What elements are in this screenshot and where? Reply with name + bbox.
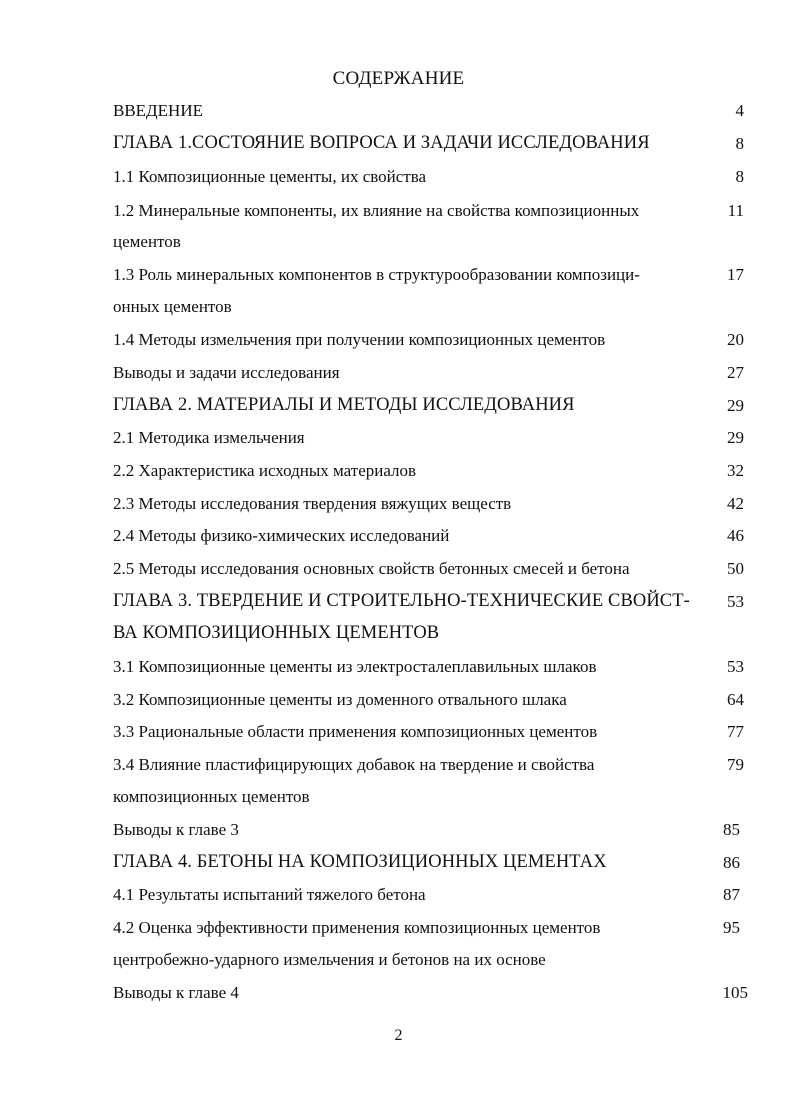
toc-entry-text: 2.4 Методы физико-химических исследований xyxy=(113,526,450,545)
toc-entry-text-continued: центробежно-ударного измельчения и бетонов на их основе xyxy=(113,950,546,969)
toc-entry-text: Выводы к главе 3 xyxy=(113,820,239,839)
toc-entry-text: 3.1 Композиционные цементы из электросталеплавильных шлаков xyxy=(113,657,597,676)
toc-entry-page: 105 xyxy=(722,983,748,1002)
toc-entry-text: 3.3 Рациональные области применения композиционных цементов xyxy=(113,722,598,741)
page-title: СОДЕРЖАНИЕ xyxy=(332,68,465,89)
toc-entry-page: 17 xyxy=(727,265,744,284)
toc-entry-text-continued: онных цементов xyxy=(113,297,232,316)
toc-entry-page: 20 xyxy=(727,330,744,349)
toc-entry-page: 77 xyxy=(727,722,744,741)
toc-entry-text: Выводы к главе 4 xyxy=(113,983,239,1002)
toc-chapter-text: ГЛАВА 3. ТВЕРДЕНИЕ И СТРОИТЕЛЬНО-ТЕХНИЧЕСКИЕ СВОЙСТ- xyxy=(113,591,690,611)
toc-chapter-text-continued: ВА КОМПОЗИЦИОННЫХ ЦЕМЕНТОВ xyxy=(113,623,440,643)
toc-chapter-text: ГЛАВА 1.СОСТОЯНИЕ ВОПРОСА И ЗАДАЧИ ИССЛЕДОВАНИЯ xyxy=(113,133,650,153)
toc-entry-text: Выводы и задачи исследования xyxy=(113,363,340,382)
toc-entry-text: 1.3 Роль минеральных компонентов в структурообразовании композици- xyxy=(113,265,640,284)
toc-entry-text-continued: цементов xyxy=(113,232,181,251)
toc-entry-text: 1.2 Минеральные компоненты, их влияние на свойства композиционных xyxy=(113,201,640,220)
page-number: 2 xyxy=(394,1027,403,1044)
toc-entry-page: 53 xyxy=(727,592,744,611)
toc-entry-text-continued: композиционных цементов xyxy=(113,787,310,806)
toc-entry-page: 27 xyxy=(727,363,744,382)
toc-entry-page: 53 xyxy=(727,657,744,676)
toc-entry-text: 2.1 Методика измельчения xyxy=(113,428,305,447)
toc-entry-text: 3.4 Влияние пластифицирующих добавок на твердение и свойства xyxy=(113,755,595,774)
toc-entry-text: 4.2 Оценка эффективности применения композиционных цементов xyxy=(113,918,601,937)
toc-entry-text: 1.4 Методы измельчения при получении композиционных цементов xyxy=(113,330,606,349)
toc-entry-text: ВВЕДЕНИЕ xyxy=(113,101,203,120)
toc-entry-page: 50 xyxy=(727,559,744,578)
toc-entry-page: 86 xyxy=(723,853,740,872)
toc-entry-text: 2.3 Методы исследования твердения вяжущих веществ xyxy=(113,494,512,513)
toc-entry-page: 42 xyxy=(727,494,744,513)
toc-entry-page: 29 xyxy=(727,428,744,447)
toc-entry-page: 87 xyxy=(723,885,740,904)
toc-entry-page: 8 xyxy=(735,167,744,186)
toc-entry-text: 1.1 Композиционные цементы, их свойства xyxy=(113,167,427,186)
toc-entry-page: 11 xyxy=(727,201,744,220)
toc-entry-page: 32 xyxy=(727,461,744,480)
toc-entry-text: 4.1 Результаты испытаний тяжелого бетона xyxy=(113,885,426,904)
toc-entry-page: 85 xyxy=(723,820,740,839)
toc-entry-page: 4 xyxy=(735,101,744,120)
toc-entry-text: 3.2 Композиционные цементы из доменного отвального шлака xyxy=(113,690,567,709)
toc-entry-text: 2.5 Методы исследования основных свойств бетонных смесей и бетона xyxy=(113,559,630,578)
toc-chapter-text: ГЛАВА 4. БЕТОНЫ НА КОМПОЗИЦИОННЫХ ЦЕМЕНТАХ xyxy=(113,852,607,872)
toc-entry-page: 29 xyxy=(727,396,744,415)
toc-entry-text: 2.2 Характеристика исходных материалов xyxy=(113,461,417,480)
toc-entry-page: 79 xyxy=(727,755,744,774)
toc-entry-page: 8 xyxy=(735,134,744,153)
toc-chapter-text: ГЛАВА 2. МАТЕРИАЛЫ И МЕТОДЫ ИССЛЕДОВАНИЯ xyxy=(113,395,575,415)
toc-entry-page: 64 xyxy=(727,690,744,709)
toc-entry-page: 95 xyxy=(723,918,740,937)
toc-entry-page: 46 xyxy=(727,526,744,545)
